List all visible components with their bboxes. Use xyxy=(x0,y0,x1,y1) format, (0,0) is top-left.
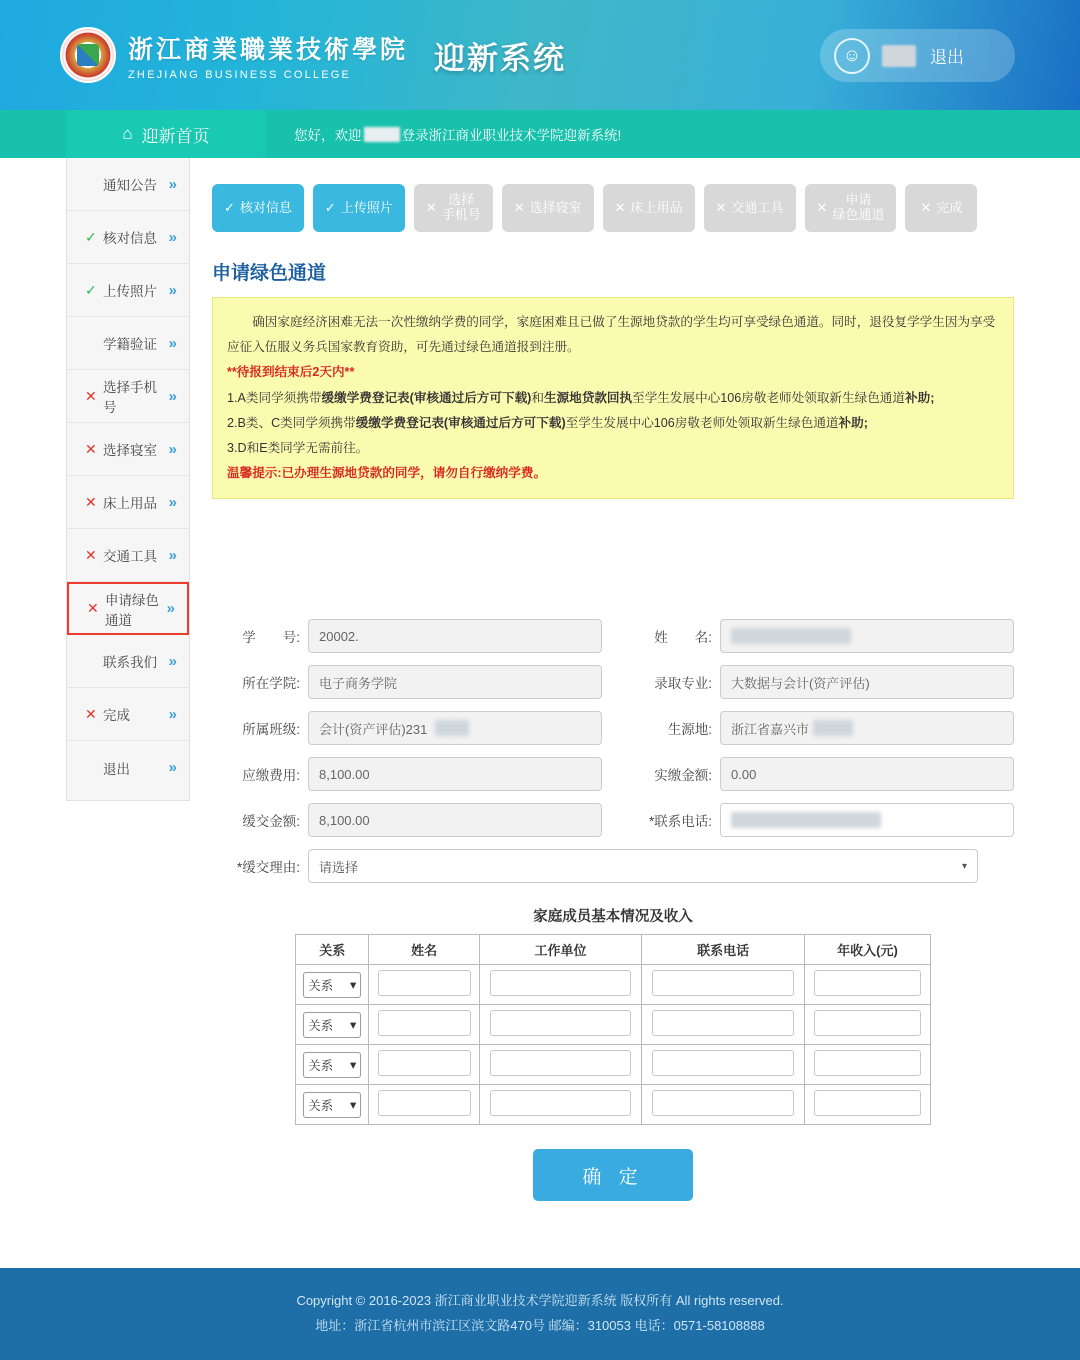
check-icon: ✓ xyxy=(224,199,235,215)
sidebar-item-bedding[interactable] xyxy=(67,476,189,529)
form-row-college-major xyxy=(212,665,1014,699)
step-label: 核对信息 xyxy=(239,199,292,215)
step-label: 交通工具 xyxy=(731,199,784,215)
field-college xyxy=(212,665,602,699)
cell-name xyxy=(369,1045,479,1085)
cell-income xyxy=(805,1045,931,1085)
origin-label: 生源地: xyxy=(667,722,712,738)
college-input[interactable] xyxy=(308,665,602,699)
family-phone-input[interactable] xyxy=(652,1010,793,1036)
family-table xyxy=(295,934,931,1125)
college-value: 电子商务学院 xyxy=(319,675,398,691)
chevron-down-icon: ▾ xyxy=(349,1098,357,1113)
field-deferred xyxy=(212,803,602,837)
cell-relation xyxy=(296,1005,369,1045)
nav-bar xyxy=(0,110,1080,158)
form-row-id-name xyxy=(212,619,1014,653)
cell-phone xyxy=(642,1005,805,1045)
footer-copyright: Copyright © 2016-2023 浙江商业职业技术学院迎新系统 版权所有 All rights reserved. xyxy=(296,1293,784,1309)
field-major xyxy=(624,665,1014,699)
field-origin xyxy=(624,711,1014,745)
payable-value: 8,100.00 xyxy=(319,766,370,782)
class-label: 所属班级: xyxy=(242,722,300,738)
student-id-input[interactable] xyxy=(308,619,602,653)
family-name-input[interactable] xyxy=(378,1090,471,1116)
name-value-masked xyxy=(731,628,851,644)
nav-home-label: 迎新首页 xyxy=(141,126,210,146)
step-label: 申请 xyxy=(845,192,872,208)
relation-select[interactable] xyxy=(303,1012,361,1038)
step-label: 选择 xyxy=(448,192,475,208)
page-footer xyxy=(0,1268,1080,1360)
table-header-row xyxy=(296,935,931,965)
sidebar-item-label: 上传照片 xyxy=(103,284,157,299)
welcome-name-masked xyxy=(364,127,400,142)
family-income-input[interactable] xyxy=(814,970,922,996)
step-label: 选择寝室 xyxy=(529,199,582,215)
relation-selected-value: 关系 xyxy=(308,978,334,993)
sidebar-mark: ✕ xyxy=(87,600,99,616)
form-row-class-origin xyxy=(212,711,1014,745)
col-relation: 关系 xyxy=(296,935,369,965)
notice-paragraph-4 xyxy=(227,411,999,436)
field-student-id xyxy=(212,619,602,653)
university-name-en: ZHEJIANG BUSINESS COLLEGE xyxy=(128,68,352,81)
university-seal-icon xyxy=(60,27,116,83)
table-row xyxy=(296,1005,931,1045)
field-name xyxy=(624,619,1014,653)
user-account-box[interactable] xyxy=(820,29,1015,82)
sidebar-item-verify-info[interactable] xyxy=(67,211,189,264)
form-row-reason xyxy=(212,849,1014,883)
field-phone xyxy=(624,803,1014,837)
notice-bold: 缓缴学费登记表(审核通过后方可下载) xyxy=(321,390,532,405)
sidebar-item-exit[interactable] xyxy=(67,741,189,794)
deferred-value: 8,100.00 xyxy=(319,812,370,828)
family-employer-input[interactable] xyxy=(490,1010,631,1036)
sidebar-mark: ✓ xyxy=(85,228,97,245)
green-channel-form xyxy=(212,619,1014,1201)
notice-text: 1.A类同学须携带 xyxy=(227,390,322,405)
sidebar-item-finish[interactable] xyxy=(67,688,189,741)
cell-employer xyxy=(479,965,642,1005)
chevron-right-icon: » xyxy=(166,600,175,617)
form-row-deferred-phone xyxy=(212,803,1014,837)
sidebar-item-label: 床上用品 xyxy=(103,496,157,511)
family-table-title: 家庭成员基本情况及收入 xyxy=(533,909,693,926)
table-row xyxy=(296,965,931,1005)
cell-phone xyxy=(642,1085,805,1125)
chevron-down-icon: ▾ xyxy=(349,1058,357,1073)
cell-relation xyxy=(296,965,369,1005)
chevron-down-icon: ▾ xyxy=(349,978,357,993)
college-label: 所在学院: xyxy=(242,676,300,692)
relation-select[interactable] xyxy=(303,1052,361,1078)
sidebar-item-label: 核对信息 xyxy=(103,231,157,246)
student-id-label: 学 号: xyxy=(242,630,300,646)
step-label: 完成 xyxy=(936,199,963,215)
cell-income xyxy=(805,965,931,1005)
sidebar xyxy=(66,158,190,801)
page-body xyxy=(0,158,1080,1201)
cell-phone xyxy=(642,965,805,1005)
notice-text: 至学生发展中心106房敬老师处领取新生绿色通道 xyxy=(565,415,839,430)
cell-relation xyxy=(296,1045,369,1085)
notice-paragraph-5: 3.D和E类同学无需前往。 xyxy=(227,440,369,455)
welcome-message xyxy=(294,124,621,144)
sidebar-item-label: 退出 xyxy=(103,761,130,777)
step-transport[interactable] xyxy=(704,184,796,232)
notice-panel xyxy=(212,297,1014,499)
phone-label: *联系电话: xyxy=(648,814,712,830)
sidebar-item-label: 申请绿色通道 xyxy=(105,592,159,628)
family-employer-input[interactable] xyxy=(490,1050,631,1076)
relation-selected-value: 关系 xyxy=(308,1018,334,1033)
cell-phone xyxy=(642,1045,805,1085)
step-finish[interactable] xyxy=(905,184,977,232)
deferred-label: 缓交金额: xyxy=(242,814,300,830)
sidebar-item-upload-photo[interactable] xyxy=(67,264,189,317)
notice-paragraph-6 xyxy=(227,461,999,486)
paid-label: 实缴金额: xyxy=(654,768,712,784)
cell-income xyxy=(805,1085,931,1125)
cell-income xyxy=(805,1005,931,1045)
submit-button[interactable]: 确 定 xyxy=(533,1149,693,1201)
cell-employer xyxy=(479,1005,642,1045)
notice-text: 2.B类、C类同学须携带 xyxy=(227,415,356,430)
sidebar-mark: ✓ xyxy=(85,281,97,298)
name-label: 姓 名: xyxy=(654,630,712,646)
reason-selected-value: 请选择 xyxy=(319,859,359,875)
university-name-block xyxy=(128,30,408,81)
notice-paragraph-3 xyxy=(227,386,999,411)
origin-input[interactable] xyxy=(720,711,1014,745)
major-label: 录取专业: xyxy=(654,676,712,692)
deferred-input[interactable] xyxy=(308,803,602,837)
class-value-masked xyxy=(435,720,469,736)
family-employer-input[interactable] xyxy=(490,1090,631,1116)
notice-tip-text: 已办理生源地贷款的同学，请勿自行缴纳学费。 xyxy=(281,466,547,481)
family-phone-input[interactable] xyxy=(652,970,793,996)
step-dorm[interactable] xyxy=(502,184,594,232)
sidebar-item-dorm[interactable] xyxy=(67,423,189,476)
user-name-masked xyxy=(882,45,916,67)
step-green-channel[interactable] xyxy=(805,184,897,232)
origin-value: 浙江省嘉兴市 xyxy=(731,721,810,737)
sidebar-mark: ✕ xyxy=(85,493,97,510)
name-input[interactable] xyxy=(720,619,1014,653)
footer-address: 地址：浙江省杭州市滨江区滨文路470号 邮编：310053 电话：0571-58108888 xyxy=(315,1318,765,1333)
nav-home-tab[interactable] xyxy=(66,110,266,158)
major-value: 大数据与会计(资产评估) xyxy=(731,675,870,691)
welcome-suffix: 登录浙江商业职业技术学院迎新系统! xyxy=(401,128,622,143)
payable-label: 应缴费用: xyxy=(242,768,300,784)
cell-employer xyxy=(479,1045,642,1085)
phone-input[interactable] xyxy=(720,803,1014,837)
notice-text: 至学生发展中心106房敬老师处领取新生绿色通道 xyxy=(632,390,905,405)
logout-button[interactable]: 退出 xyxy=(930,48,964,67)
student-id-value: 20002. xyxy=(319,628,359,644)
user-icon: ☺ xyxy=(834,38,870,74)
reason-select[interactable] xyxy=(308,849,978,883)
family-name-input[interactable] xyxy=(378,1050,471,1076)
origin-value-masked xyxy=(813,720,853,736)
sidebar-mark: ✕ xyxy=(85,440,97,457)
family-income-input[interactable] xyxy=(814,1090,922,1116)
col-phone: 联系电话 xyxy=(642,935,805,965)
university-name-cn: 浙江商業職業技術學院 xyxy=(128,34,409,64)
family-phone-input[interactable] xyxy=(652,1090,793,1116)
family-income-input[interactable] xyxy=(814,1010,922,1036)
app-header xyxy=(0,0,1080,110)
check-icon: ✓ xyxy=(324,199,336,215)
cross-icon: ✕ xyxy=(513,199,525,215)
sidebar-item-label: 选择手机号 xyxy=(103,380,157,415)
payable-input[interactable] xyxy=(308,757,602,791)
step-label: 床上用品 xyxy=(630,199,683,215)
page-title: 申请绿色通道 xyxy=(212,263,327,284)
table-row xyxy=(296,1085,931,1125)
relation-select[interactable] xyxy=(303,972,361,998)
step-upload-photo[interactable] xyxy=(313,184,405,232)
sidebar-item-enrollment-verify[interactable] xyxy=(67,317,189,370)
chevron-right-icon: » xyxy=(168,228,177,246)
col-employer: 工作单位 xyxy=(479,935,642,965)
notice-bold: 补助; xyxy=(905,390,935,405)
sidebar-item-phone-number[interactable] xyxy=(67,370,189,423)
field-paid xyxy=(624,757,1014,791)
step-phone-number[interactable] xyxy=(414,184,493,232)
notice-text: 和 xyxy=(531,390,544,405)
family-phone-input[interactable] xyxy=(652,1050,793,1076)
chevron-right-icon: » xyxy=(168,334,177,352)
sidebar-item-label: 选择寝室 xyxy=(103,443,157,458)
chevron-right-icon: » xyxy=(168,652,177,670)
cross-icon: ✕ xyxy=(614,199,626,215)
family-name-input[interactable] xyxy=(378,1010,471,1036)
main-content xyxy=(190,158,1080,1201)
notice-bold: 补助; xyxy=(838,415,868,430)
class-value: 会计(资产评估)231 xyxy=(319,721,428,737)
sidebar-item-label: 联系我们 xyxy=(103,655,157,670)
paid-value: 0.00 xyxy=(731,766,757,782)
sidebar-item-notice[interactable] xyxy=(67,158,189,211)
welcome-prefix: 您好，欢迎 xyxy=(294,128,362,143)
step-progress xyxy=(212,184,1014,232)
cell-name xyxy=(369,1005,479,1045)
chevron-right-icon: » xyxy=(168,759,177,776)
cell-relation xyxy=(296,1085,369,1125)
notice-paragraph-1: 确因家庭经济困难无法一次性缴纳学费的同学，家庭困难且已做了生源地贷款的学生均可享受绿色通道。同时，退役复学学生因为享受应征入伍服义务兵国家教育资助，可先通过绿色通道报到注册。 xyxy=(227,315,996,355)
sidebar-item-label: 通知公告 xyxy=(103,178,157,193)
sidebar-item-label: 学籍验证 xyxy=(103,337,157,352)
chevron-right-icon: » xyxy=(168,175,177,193)
family-employer-input[interactable] xyxy=(490,970,631,996)
cross-icon: ✕ xyxy=(816,199,828,215)
cross-icon: ✕ xyxy=(425,199,437,215)
table-row xyxy=(296,1045,931,1085)
major-input[interactable] xyxy=(720,665,1014,699)
sidebar-mark: ✕ xyxy=(85,387,97,404)
notice-bold: 缓缴学费登记表(审核通过后方可下载) xyxy=(355,415,566,430)
class-input[interactable] xyxy=(308,711,602,745)
step-label-2: 手机号 xyxy=(441,207,481,222)
cell-name xyxy=(369,1085,479,1125)
chevron-right-icon: » xyxy=(168,705,177,723)
chevron-down-icon: ▾ xyxy=(961,860,967,872)
notice-paragraph-2: **待报到结束后2天内** xyxy=(227,365,355,380)
cross-icon: ✕ xyxy=(920,199,932,215)
cell-name xyxy=(369,965,479,1005)
sidebar-mark: ✕ xyxy=(85,705,97,722)
paid-input[interactable] xyxy=(720,757,1014,791)
chevron-right-icon: » xyxy=(168,387,177,405)
step-bedding[interactable] xyxy=(603,184,695,232)
cross-icon: ✕ xyxy=(715,199,727,215)
chevron-right-icon: » xyxy=(168,493,177,511)
sidebar-item-label: 交通工具 xyxy=(103,549,157,564)
step-verify-info[interactable] xyxy=(212,184,304,232)
family-income-input[interactable] xyxy=(814,1050,922,1076)
chevron-right-icon: » xyxy=(168,546,177,564)
col-income: 年收入(元) xyxy=(805,935,931,965)
sidebar-mark: ✕ xyxy=(85,546,97,563)
cell-employer xyxy=(479,1085,642,1125)
sidebar-item-label: 完成 xyxy=(103,708,130,723)
field-class xyxy=(212,711,602,745)
notice-tip-label: 温馨提示: xyxy=(227,466,282,481)
form-row-payable-paid xyxy=(212,757,1014,791)
reason-label: *缓交理由: xyxy=(236,860,300,876)
chevron-right-icon: » xyxy=(168,281,177,299)
brand-logo xyxy=(60,27,408,83)
relation-select[interactable] xyxy=(303,1092,361,1118)
home-icon: ⌂ xyxy=(122,124,133,143)
step-label: 上传照片 xyxy=(340,199,393,215)
sidebar-item-green-channel[interactable] xyxy=(67,582,189,635)
chevron-down-icon: ▾ xyxy=(349,1018,357,1033)
relation-selected-value: 关系 xyxy=(308,1058,334,1073)
phone-value-masked xyxy=(731,812,881,828)
family-name-input[interactable] xyxy=(378,970,471,996)
col-name: 姓名 xyxy=(369,935,479,965)
step-label-2: 绿色通道 xyxy=(832,207,885,222)
sidebar-item-contact-us[interactable] xyxy=(67,635,189,688)
notice-bold: 生源地贷款回执 xyxy=(543,390,633,405)
sidebar-item-transport[interactable] xyxy=(67,529,189,582)
field-payable xyxy=(212,757,602,791)
system-title: 迎新系统 xyxy=(434,40,567,76)
relation-selected-value: 关系 xyxy=(308,1098,334,1113)
chevron-right-icon: » xyxy=(168,440,177,458)
